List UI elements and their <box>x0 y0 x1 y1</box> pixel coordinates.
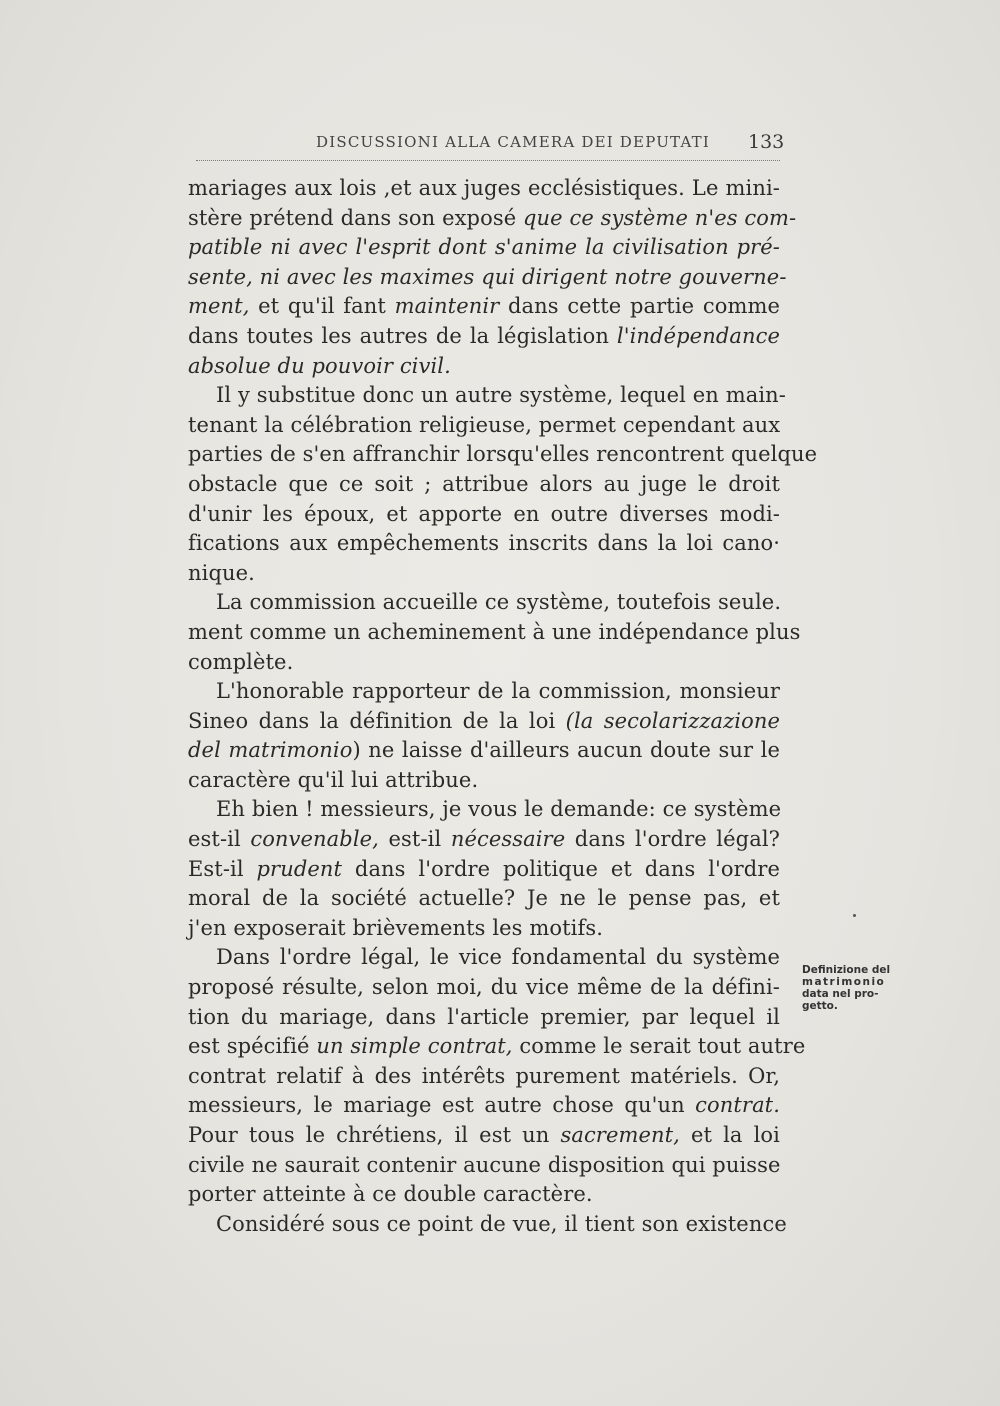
text-line: caractère qu'il lui attribue. <box>188 767 479 792</box>
running-title: DISCUSSIONI ALLA CAMERA DEI DEPUTATI <box>316 133 710 151</box>
text-line: porter atteinte à ce double caractère. <box>188 1182 593 1207</box>
text-line: j'en exposerait brièvements les motifs. <box>188 915 603 940</box>
stray-mark <box>853 914 856 917</box>
text-line: moral de la société actuelle? Je ne le pense pas, et <box>188 886 780 911</box>
text-line: patible ni avec l'esprit dont s'anime la civilisation pré- <box>188 235 780 260</box>
text-line: Il y substitue donc un autre système, lequel en main- <box>216 383 786 408</box>
text-line: La commission accueille ce système, toutefois seule. <box>216 590 782 615</box>
text-line: sente, ni avec les maximes qui dirigent notre gouverne- <box>188 264 787 289</box>
page-number: 133 <box>748 131 785 153</box>
text-line: Pour tous le chrétiens, il est un sacrement, et la loi <box>188 1123 780 1147</box>
text-line: L'honorable rapporteur de la commission, monsieur <box>216 679 780 704</box>
text-line: ment comme un acheminement à une indépendance plus <box>188 619 801 644</box>
text-line: Considéré sous ce point de vue, il tient son existence <box>216 1211 787 1236</box>
margin-note-line: getto. <box>802 1000 838 1012</box>
text-line: est spécifié un simple contrat, comme le serait tout autre <box>188 1034 806 1059</box>
text-line: fications aux empêchements inscrits dans la loi cano· <box>188 531 780 556</box>
text-line: Dans l'ordre légal, le vice fondamental du système <box>216 945 780 970</box>
text-line: messieurs, le mariage est autre chose qu'un contrat. <box>188 1093 780 1118</box>
text-line: obstacle que ce soit ; attribue alors au juge le droit <box>188 471 780 496</box>
body-text <box>188 174 818 1239</box>
header-rule <box>196 160 780 161</box>
text-line: dans toutes les autres de la législation l'indépendance <box>188 323 780 348</box>
margin-note-line: data nel pro- <box>802 988 879 1000</box>
margin-note-line: matrimonio <box>802 976 886 988</box>
text-line: Est-il prudent dans l'ordre politique et dans l'ordre <box>188 856 781 881</box>
text-line: complète. <box>188 649 294 674</box>
text-line: parties de s'en affranchir lorsqu'elles rencontrent quelque <box>188 442 818 467</box>
text-line: contrat relatif à des intérêts purement matériels. Or, <box>188 1063 780 1088</box>
text-line: del matrimonio) ne laisse d'ailleurs aucun doute sur le <box>188 738 780 763</box>
text-line: d'unir les époux, et apporte en outre diverses modi- <box>188 501 780 526</box>
text-line: tenant la célébration religieuse, permet cependant aux <box>188 412 781 437</box>
text-line: Eh bien ! messieurs, je vous le demande: ce système <box>216 797 782 822</box>
margin-note-line: Definizione del <box>802 964 891 976</box>
margin-note <box>802 964 898 1012</box>
text-line: stère prétend dans son exposé que ce système n'es com- <box>188 205 797 230</box>
text-line: absolue du pouvoir civil. <box>188 353 451 378</box>
text-line: proposé résulte, selon moi, du vice même de la défini- <box>188 975 780 1000</box>
text-line: Sineo dans la définition de la loi (la secolarizzazione <box>188 708 780 733</box>
text-line: tion du mariage, dans l'article premier, par lequel il <box>188 1004 780 1029</box>
text-line: nique. <box>188 560 255 585</box>
text-line: ment, et qu'il fant maintenir dans cette partie comme <box>188 294 781 319</box>
text-line: civile ne saurait contenir aucune disposition qui puisse <box>188 1152 781 1177</box>
text-line: mariages aux lois ,et aux juges ecclésistiques. Le mini- <box>188 176 780 200</box>
text-line: est-il convenable, est-il nécessaire dans l'ordre légal? <box>188 827 780 852</box>
